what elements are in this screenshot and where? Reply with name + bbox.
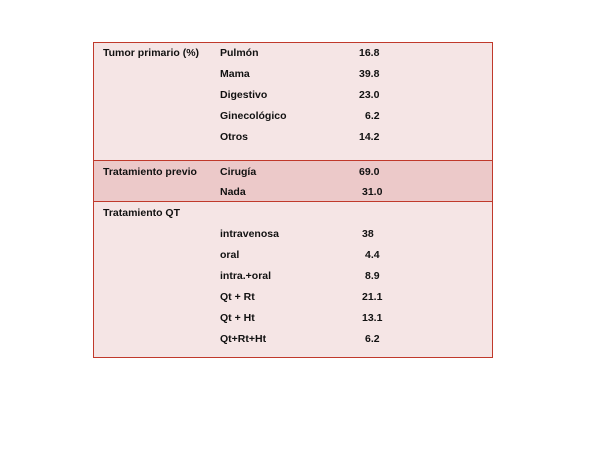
row-value: 69.0 [359, 166, 380, 178]
row-value: 23.0 [359, 89, 380, 101]
row-label: Mama [220, 68, 250, 80]
section-tumor-primario [94, 43, 492, 160]
row-label: Qt + Ht [220, 312, 255, 324]
row-label: Qt + Rt [220, 291, 255, 303]
row-value: 21.1 [362, 291, 383, 303]
data-table [93, 42, 493, 358]
row-label: intravenosa [220, 228, 279, 240]
row-value: 4.4 [365, 249, 380, 261]
section-heading: Tratamiento previo [103, 166, 197, 178]
row-label: Qt+Rt+Ht [220, 333, 267, 345]
row-value: 13.1 [362, 312, 383, 324]
row-label: Cirugía [220, 166, 257, 178]
row-value: 16.8 [359, 47, 380, 59]
section-tratamiento-previo [94, 160, 492, 202]
row-label: Ginecológico [220, 110, 287, 122]
row-value: 39.8 [359, 68, 380, 80]
section-tratamiento-qt [94, 202, 492, 357]
row-value: 6.2 [365, 333, 380, 345]
row-value: 14.2 [359, 131, 380, 143]
row-label: Nada [220, 186, 246, 198]
row-value: 6.2 [365, 110, 380, 122]
section-heading: Tratamiento QT [103, 207, 181, 219]
row-value: 38 [362, 228, 374, 240]
row-label: oral [220, 249, 240, 261]
row-label: Otros [220, 131, 249, 143]
row-value: 8.9 [365, 270, 380, 282]
row-label: intra.+oral [220, 270, 272, 282]
row-label: Pulmón [220, 47, 259, 59]
row-value: 31.0 [362, 186, 383, 198]
row-label: Digestivo [220, 89, 268, 101]
section-heading: Tumor primario (%) [103, 47, 200, 59]
